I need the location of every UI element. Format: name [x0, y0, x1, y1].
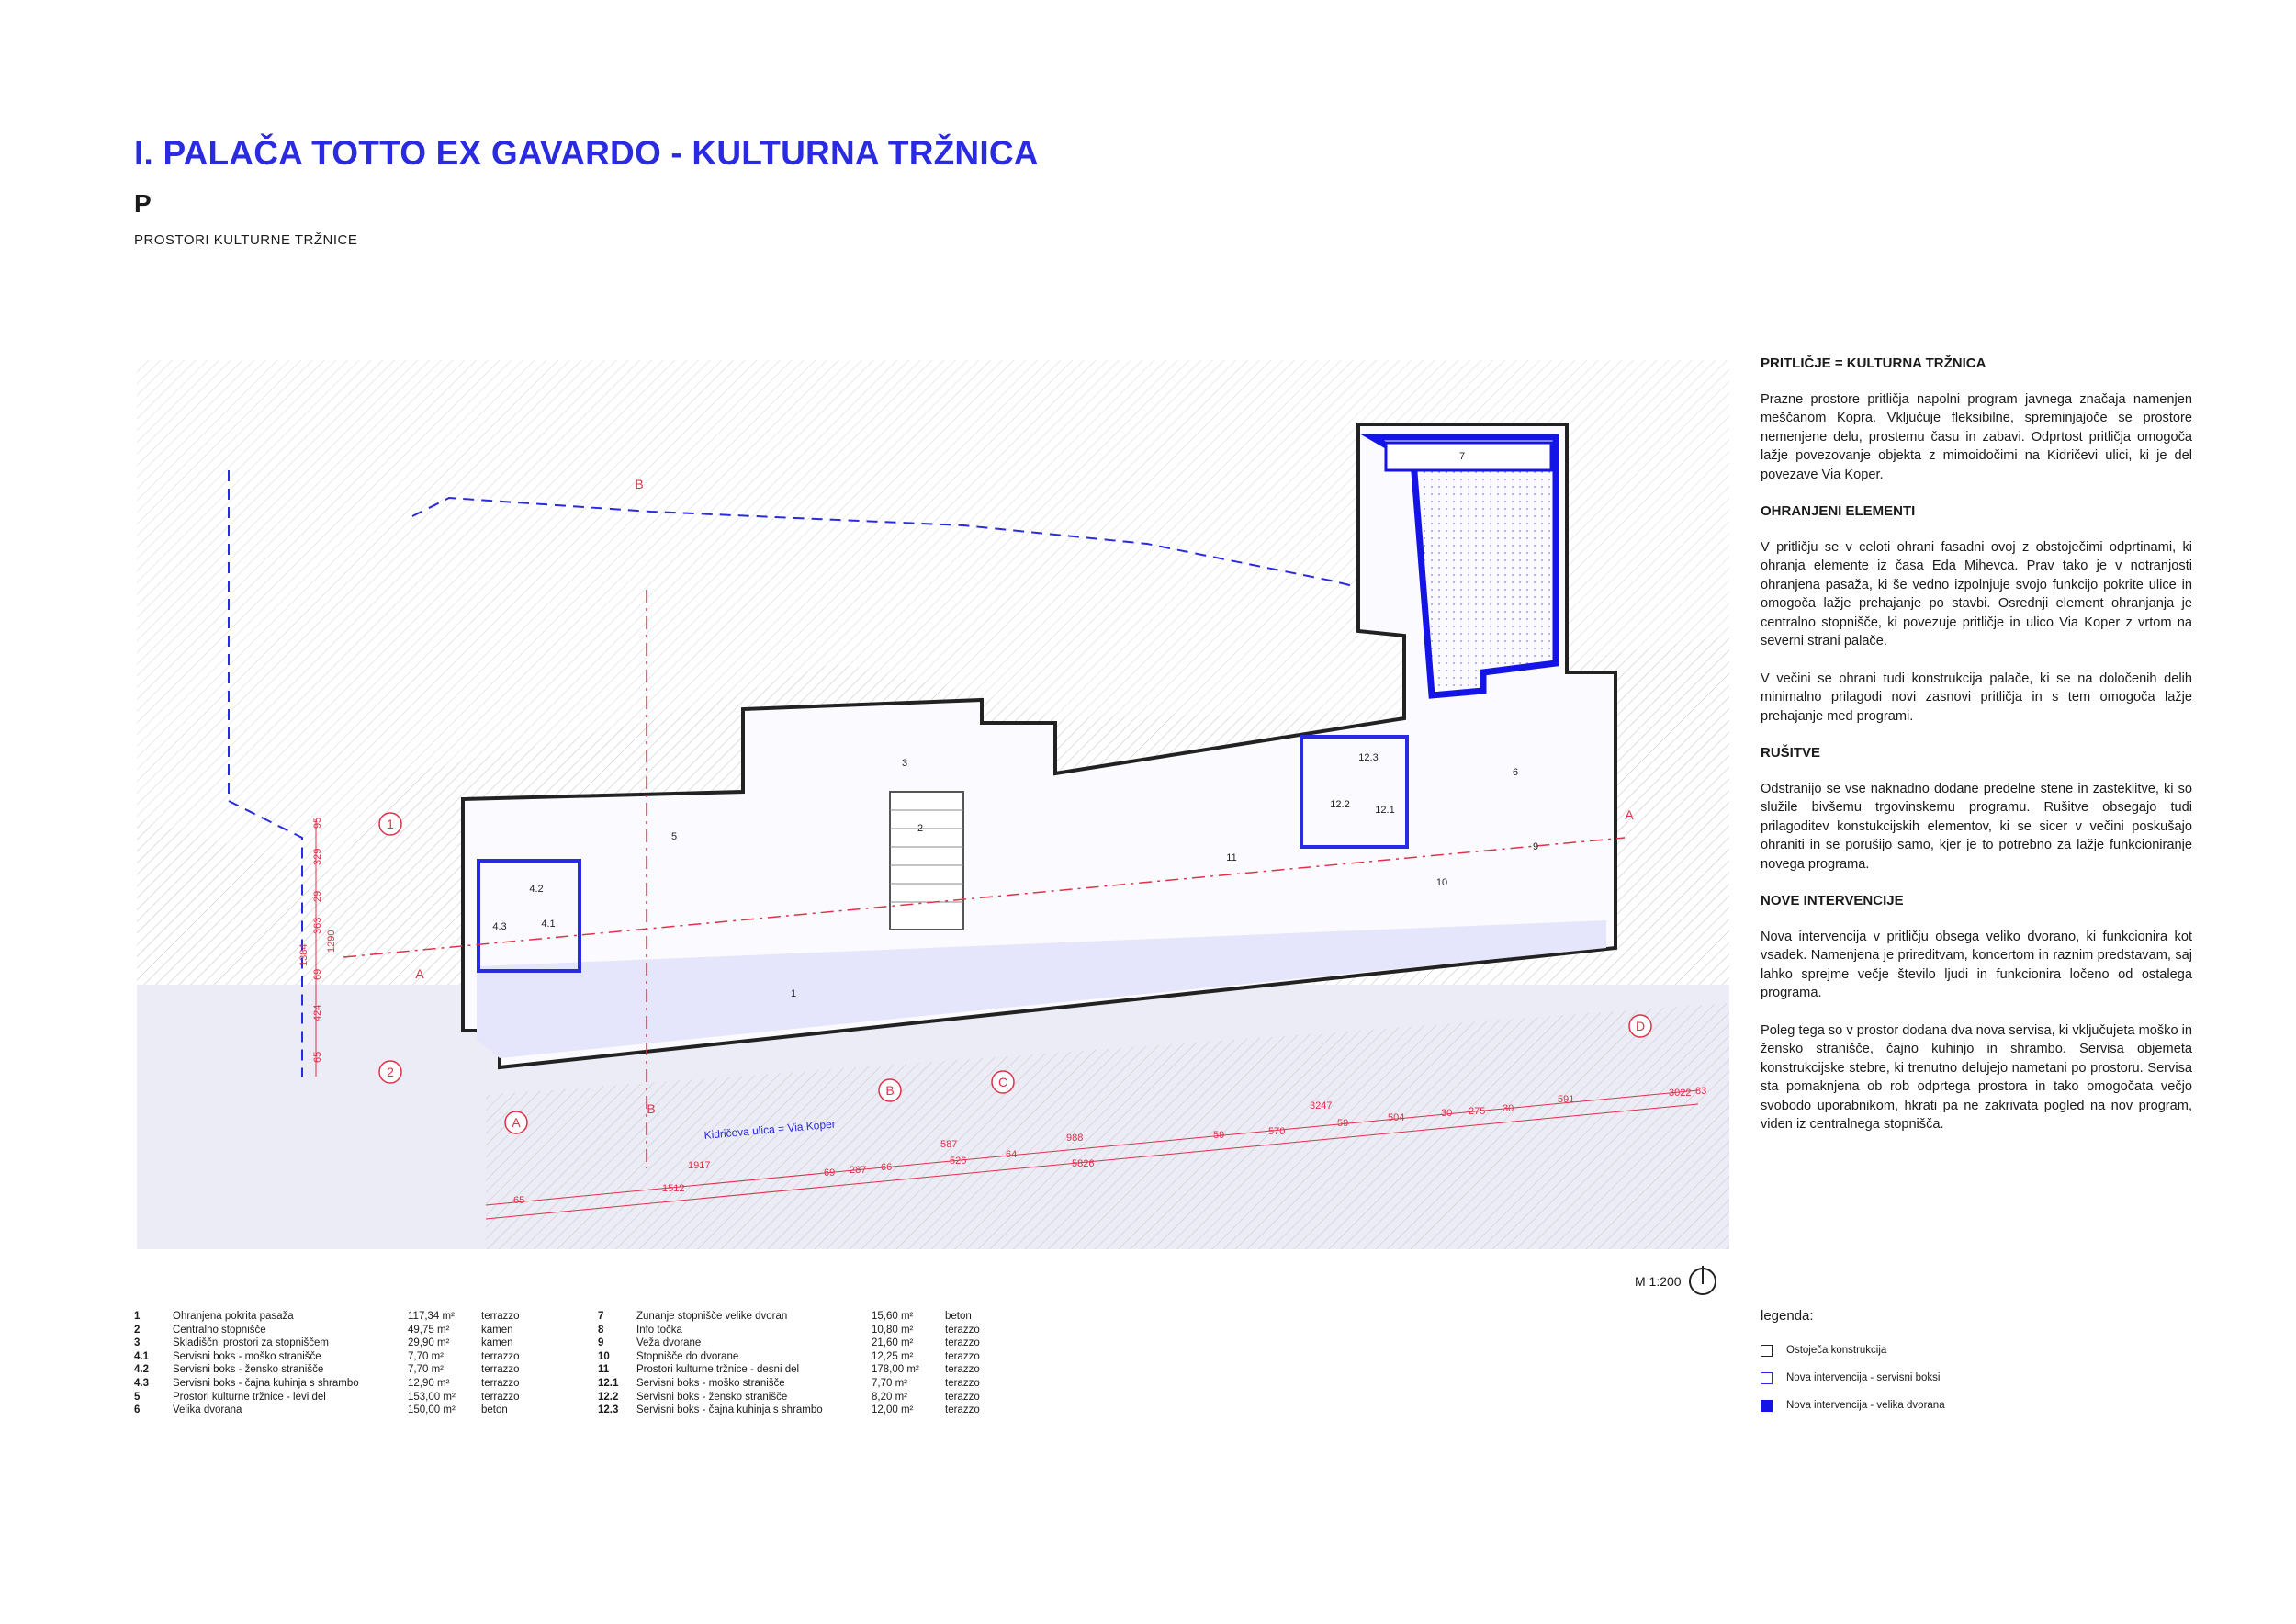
dimension: 1512	[662, 1183, 685, 1194]
room-number: 10	[1435, 877, 1448, 888]
room-number: 9	[1532, 841, 1539, 852]
room-number: 12.2	[1330, 799, 1350, 810]
paragraph: Nova intervencija v pritličju obsega veliko dvorano, ki funkcionira kot vsadek. Namenjena je prireditvam, koncertom in raznim predstavam, saj lahko sprejme večje število ljudi in funkcionira ločeno od ostalega programa.	[1761, 929, 2192, 1000]
dimension: 64	[1006, 1149, 1018, 1160]
dimension: 591	[1558, 1094, 1575, 1105]
scale-indicator	[1635, 1268, 1716, 1295]
dimension: 988	[1066, 1133, 1084, 1144]
legend	[1761, 1308, 1945, 1419]
dimension: 66	[881, 1162, 893, 1173]
grid-label: A	[1625, 807, 1634, 822]
room-row: 6 Velika dvorana 150,00 m² beton	[134, 1404, 508, 1416]
dimension: 59	[1337, 1118, 1349, 1129]
dimension: 65	[312, 1051, 323, 1063]
room-row: 1 Ohranjena pokrita pasaža 117,34 m² terrazzo	[134, 1311, 520, 1322]
room-number: 5	[670, 831, 678, 842]
legend-item	[1761, 1364, 1945, 1392]
grid-label: A	[415, 966, 424, 981]
room-list-left	[134, 1310, 520, 1417]
room-number: 1	[790, 988, 797, 999]
grid-label: 2	[387, 1065, 394, 1079]
paragraph: V pritličju se v celoti ohrani fasadni ovoj z obstoječimi odprtinami, ki ohranja elemente iz časa Eda Mihevca. Prav tako je v notranjosti ohranjena pasaža, ki še vedno izpolnjuje svojo funkcijo pokrite ulice in omogoča lažje prehajanje po stavbi. Osrednji element ohranjanja je centralno stopnišče, ki povezuje pritličje in ulico Via Koper z vrtom na severni strani palače.	[1761, 539, 2192, 648]
dimension: 1917	[688, 1160, 711, 1171]
dimension: 587	[940, 1139, 958, 1150]
legend-swatch	[1761, 1372, 1773, 1384]
room-row: 12.3 Servisni boks - čajna kuhinja s shrambo 12,00 m² terazzo	[598, 1404, 980, 1416]
room-number: 3	[901, 758, 908, 769]
dimension: 30	[1503, 1103, 1514, 1114]
section-heading: NOVE INTERVENCIJE	[1761, 893, 1904, 908]
dimension: 275	[1469, 1106, 1486, 1117]
room-row: 3 Skladiščni prostori za stopniščem 29,90 m² kamen	[134, 1337, 513, 1349]
legend-title: legenda:	[1761, 1308, 1814, 1324]
plan-caption: PROSTORI KULTURNE TRŽNICE	[134, 232, 358, 248]
floor-plan	[137, 360, 1729, 1249]
north-arrow-icon	[1689, 1268, 1716, 1295]
dimension: 3022	[1669, 1088, 1692, 1099]
room-number: 6	[1512, 767, 1519, 778]
section-heading: OHRANJENI ELEMENTI	[1761, 503, 1916, 519]
room-number: 12.1	[1375, 805, 1395, 816]
dimension: 526	[950, 1156, 967, 1167]
dimension: 3247	[1310, 1100, 1333, 1111]
grid-label: B	[635, 477, 644, 491]
grid-label: B	[647, 1101, 656, 1116]
room-row: 2 Centralno stopnišče 49,75 m² kamen	[134, 1324, 513, 1336]
hall-stage	[1386, 443, 1551, 470]
street-label: Kidričeva ulica = Via Koper	[703, 1117, 837, 1142]
dimension: 424	[312, 1004, 323, 1021]
legend-swatch	[1761, 1345, 1773, 1357]
dimension: 287	[850, 1165, 867, 1176]
section-heading: RUŠITVE	[1761, 745, 1821, 761]
grid-label: C	[997, 1075, 1008, 1089]
paragraph: V večini se ohrani tudi konstrukcija palače, ki se na določenih delih minimalno prilagodi novi zasnovi pritličja in s tem omogoča lažje prehajanje med programi.	[1761, 671, 2192, 724]
dimension: 329	[312, 848, 323, 865]
room-row: 12.1 Servisni boks - moško stranišče 7,70 m² terazzo	[598, 1377, 980, 1389]
dimension: 1290	[326, 930, 337, 953]
room-row: 8 Info točka 10,80 m² terazzo	[598, 1324, 980, 1336]
paragraph: Prazne prostore pritličja napolni program javnega značaja namenjen meščanom Kopra. Vključuje fleksibilne, spreminjajoče se prostore nemenjene delu, prostemu času in zabavi. Odprtost pritličja omogoča lažje povezovanje objekta z mimoidočimi na Kidričevi ulici, ki je del povezave Via Koper.	[1761, 391, 2192, 482]
dimension: 1384	[298, 943, 310, 966]
dimension: 65	[513, 1195, 525, 1206]
dimension: 504	[1388, 1112, 1405, 1123]
dimension: 59	[1213, 1130, 1225, 1141]
dimension: 5826	[1072, 1158, 1095, 1169]
legend-swatch	[1761, 1400, 1773, 1412]
scale-label: M 1:200	[1635, 1274, 1682, 1289]
room-number: 12.3	[1358, 752, 1379, 763]
room-row: 5 Prostori kulturne tržnice - levi del 153,00 m² terrazzo	[134, 1391, 520, 1403]
room-row: 7 Zunanje stopnišče velike dvoran 15,60 m² beton	[598, 1311, 972, 1322]
grid-label: D	[1635, 1019, 1646, 1033]
room-number: 4.3	[492, 921, 507, 932]
legend-item	[1761, 1336, 1945, 1364]
dimension: 95	[312, 817, 323, 829]
room-number: 11	[1226, 852, 1237, 863]
legend-item	[1761, 1392, 1945, 1419]
room-row: 9 Veža dvorane 21,60 m² terazzo	[598, 1337, 980, 1349]
dimension: 363	[312, 917, 323, 934]
legend-label: Ostoječa konstrukcija	[1786, 1345, 1887, 1356]
room-number: 4.1	[541, 919, 556, 930]
room-number: 4.2	[529, 884, 544, 895]
paragraph: Odstranijo se vse naknadno dodane predelne stene in zasteklitve, ki so služile bivšemu trgovinskemu programu. Rušitve obsegajo tudi prilagoditev konstukcijskih elementov, ki se sicer v večini poskušajo ohraniti in se porušijo samo, kjer je to potrebno za lažje funkcioniranje novega programa.	[1761, 781, 2192, 872]
dimension: 69	[824, 1167, 836, 1179]
room-row: 12.2 Servisni boks - žensko stranišče 8,20 m² terazzo	[598, 1391, 980, 1403]
dimension: 30	[1441, 1108, 1453, 1119]
room-row: 11 Prostori kulturne tržnice - desni del 178,00 m² terazzo	[598, 1364, 980, 1376]
dimension: 83	[1695, 1086, 1707, 1097]
paragraph: Poleg tega so v prostor dodana dva nova servisa, ki vključujeta moško in žensko stranišče, čajno kuhinjo in shrambo. Servisa objemeta konstrukcijske stebre, ki trenutno delujejo nametani po prostoru. Servisa sta pomaknjena ob rob odprtega prostora in tako omogočata večjo svobodo uporabnikom, hkrati pa ne zakrivata pogled na nov program, viden iz centralnega stopnišča.	[1761, 1022, 2192, 1132]
dimension: 29	[312, 890, 323, 902]
room-number: 2	[917, 823, 924, 834]
room-number: 7	[1458, 451, 1466, 462]
room-row: 4.2 Servisni boks - žensko stranišče 7,70 m² terrazzo	[134, 1364, 520, 1376]
page-title: I. PALAČA TOTTO EX GAVARDO - KULTURNA TRŽNICA	[134, 134, 1039, 172]
room-list-right	[598, 1310, 980, 1417]
description-column	[1761, 355, 2192, 1153]
central-stair	[890, 792, 963, 930]
dimension: 69	[312, 968, 323, 980]
section-heading: PRITLIČJE = KULTURNA TRŽNICA	[1761, 355, 1986, 371]
room-row: 10 Stopnišče do dvorane 12,25 m² terazzo	[598, 1350, 980, 1362]
legend-label: Nova intervencija - servisni boksi	[1786, 1372, 1941, 1383]
floor-code: P	[134, 189, 152, 218]
dimension: 570	[1268, 1126, 1286, 1137]
grid-label: 1	[387, 817, 394, 831]
grid-label: A	[512, 1115, 521, 1130]
grid-label: B	[885, 1083, 895, 1098]
legend-label: Nova intervencija - velika dvorana	[1786, 1400, 1945, 1411]
room-row: 4.1 Servisni boks - moško stranišče 7,70 m² terrazzo	[134, 1350, 520, 1362]
room-row: 4.3 Servisni boks - čajna kuhinja s shrambo 12,90 m² terrazzo	[134, 1377, 520, 1389]
